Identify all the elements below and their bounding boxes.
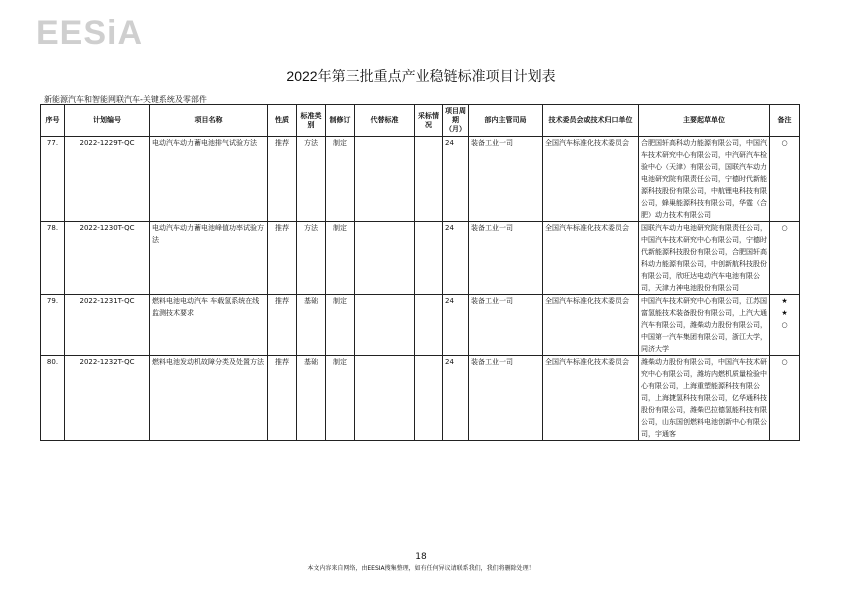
cell-category: 基础 (297, 356, 326, 441)
cell-adopt (415, 222, 443, 295)
cell-dept: 装备工业一司 (469, 222, 543, 295)
footer-disclaimer: 本文内容来自网络，由EESIA搜集整理，如有任何异议请联系我们，我们将删除处理！ (307, 565, 535, 572)
table-header-row (41, 105, 800, 137)
header-replaced: 代替标准 (355, 105, 415, 137)
cell-revise: 制定 (326, 137, 355, 222)
header-adopt: 采标情况 (415, 105, 443, 137)
cell-dept: 装备工业一司 (469, 295, 543, 356)
standards-plan-table (40, 104, 800, 441)
cell-revise: 制定 (326, 295, 355, 356)
eesia-logo: EESiA (36, 14, 144, 52)
cell-name: 电动汽车动力蓄电池排气试验方法 (150, 137, 268, 222)
page-number: 18 (415, 552, 427, 562)
cell-category: 方法 (297, 137, 326, 222)
table-row (41, 222, 800, 295)
cell-nature: 推荐 (268, 222, 297, 295)
cell-tc: 全国汽车标准化技术委员会 (543, 137, 639, 222)
cell-revise: 制定 (326, 222, 355, 295)
cell-dept: 装备工业一司 (469, 137, 543, 222)
section-subtitle: 新能源汽车和智能网联汽车-关键系统及零部件 (44, 95, 207, 104)
header-dept: 部内主管司局 (469, 105, 543, 137)
cell-seq: 78. (41, 222, 65, 295)
cell-period: 24 (443, 295, 469, 356)
cell-category: 方法 (297, 222, 326, 295)
header-remark: 备注 (770, 105, 800, 137)
cell-drafter: 潍柴动力股份有限公司，中国汽车技术研究中心有限公司，潍坊内燃机质量检验中心有限公司，上海重塑能源科技有限公司，上海捷氢科技有限公司，亿华通科技股份有限公司，潍柴巴拉德氢能科技有限公司，山东国创燃料电池创新中心有限公司，宇通客 (639, 356, 770, 441)
cell-replaced (355, 295, 415, 356)
cell-nature: 推荐 (268, 356, 297, 441)
cell-replaced (355, 137, 415, 222)
cell-drafter: 合肥国轩高科动力能源有限公司，中国汽车技术研究中心有限公司，中汽研汽车检验中心（天津）有限公司，国联汽车动力电池研究院有限责任公司，宁德时代新能源科技股份有限公司，中航锂电科技有限公司，蜂巢能源科技有限公司，华霆（合肥）动力技术有限公司 (639, 137, 770, 222)
cell-replaced (355, 222, 415, 295)
cell-replaced (355, 356, 415, 441)
cell-category: 基础 (297, 295, 326, 356)
header-revise: 制修订 (326, 105, 355, 137)
cell-nature: 推荐 (268, 137, 297, 222)
cell-remark: ○ (770, 222, 800, 295)
cell-plan-no: 2022-1230T-QC (65, 222, 150, 295)
cell-name: 燃料电池电动汽车 车载氢系统在线监测技术要求 (150, 295, 268, 356)
cell-adopt (415, 295, 443, 356)
cell-adopt (415, 137, 443, 222)
header-seq: 序号 (41, 105, 65, 137)
cell-adopt (415, 356, 443, 441)
cell-dept: 装备工业一司 (469, 356, 543, 441)
header-category: 标准类别 (297, 105, 326, 137)
header-name: 项目名称 (150, 105, 268, 137)
cell-remark: ○ (770, 356, 800, 441)
cell-period: 24 (443, 222, 469, 295)
cell-revise: 制定 (326, 356, 355, 441)
cell-tc: 全国汽车标准化技术委员会 (543, 222, 639, 295)
cell-drafter: 国联汽车动力电池研究院有限责任公司，中国汽车技术研究中心有限公司，宁德时代新能源科技股份有限公司，合肥国轩高科动力能源有限公司，中创新航科技股份有限公司，欣旺达电动汽车电池有限公司，天津力神电池股份有限公司 (639, 222, 770, 295)
cell-seq: 80. (41, 356, 65, 441)
cell-tc: 全国汽车标准化技术委员会 (543, 295, 639, 356)
page-title: 2022年第三批重点产业稳链标准项目计划表 (286, 68, 556, 84)
cell-plan-no: 2022-1231T-QC (65, 295, 150, 356)
cell-name: 电动汽车动力蓄电池峰值功率试验方法 (150, 222, 268, 295)
cell-seq: 79. (41, 295, 65, 356)
cell-nature: 推荐 (268, 295, 297, 356)
header-period: 项目周期（月） (443, 105, 469, 137)
cell-period: 24 (443, 356, 469, 441)
header-drafter: 主要起草单位 (639, 105, 770, 137)
table-row (41, 137, 800, 222)
header-plan-no: 计划编号 (65, 105, 150, 137)
cell-remark: ○ (770, 137, 800, 222)
header-tc: 技术委员会或技术归口单位 (543, 105, 639, 137)
cell-drafter: 中国汽车技术研究中心有限公司，江苏国富氢能技术装备股份有限公司，上汽大通汽车有限公司，潍柴动力股份有限公司，中国第一汽车集团有限公司，浙江大学，同济大学 (639, 295, 770, 356)
cell-remark: ★ ★ ○ (770, 295, 800, 356)
cell-plan-no: 2022-1232T-QC (65, 356, 150, 441)
cell-period: 24 (443, 137, 469, 222)
cell-plan-no: 2022-1229T-QC (65, 137, 150, 222)
cell-seq: 77. (41, 137, 65, 222)
table-row (41, 295, 800, 356)
table-row (41, 356, 800, 441)
header-nature: 性质 (268, 105, 297, 137)
cell-name: 燃料电池发动机故障分类及处置方法 (150, 356, 268, 441)
cell-tc: 全国汽车标准化技术委员会 (543, 356, 639, 441)
